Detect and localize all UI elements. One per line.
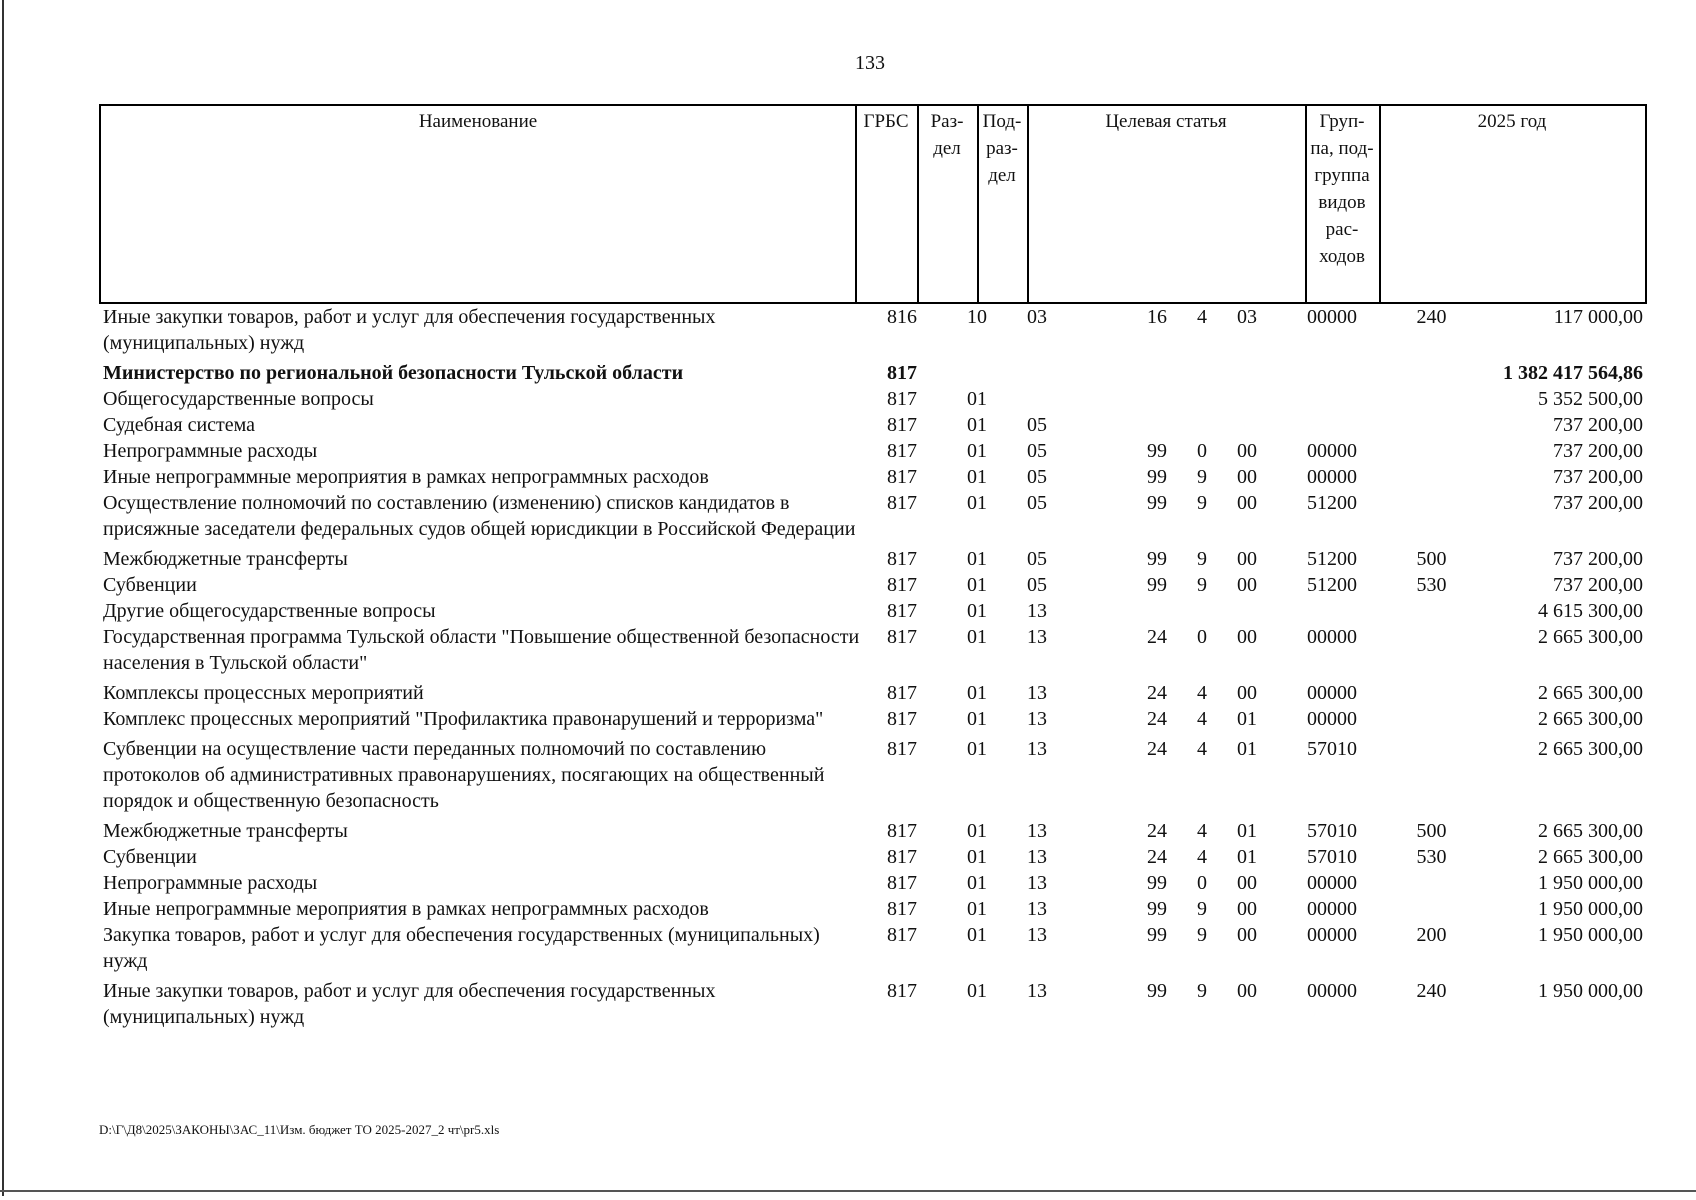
row-sum: 2 665 300,00 [1538, 682, 1643, 704]
table-row [99, 598, 1647, 624]
row-podrazdel: 13 [1027, 872, 1047, 894]
row-cs4: 51200 [1307, 574, 1357, 596]
row-cs4: 00000 [1307, 872, 1357, 894]
row-sum: 5 352 500,00 [1538, 388, 1643, 410]
row-podrazdel: 05 [1027, 548, 1047, 570]
row-name: Министерство по региональной безопасности Тульской области [103, 362, 684, 384]
row-cs1: 24 [1147, 682, 1167, 704]
row-cs3: 00 [1237, 924, 1257, 946]
row-cs2: 9 [1197, 548, 1207, 570]
row-cs3: 00 [1237, 548, 1257, 570]
row-podrazdel: 13 [1027, 924, 1047, 946]
row-grbs: 817 [887, 898, 917, 920]
row-name: Другие общегосударственные вопросы [103, 600, 436, 622]
row-name: Субвенции [103, 574, 197, 596]
row-sum: 1 950 000,00 [1538, 980, 1643, 1002]
row-grbs: 817 [887, 738, 917, 760]
row-cs4: 00000 [1307, 708, 1357, 730]
row-razdel: 01 [967, 872, 987, 894]
row-cs4: 57010 [1307, 846, 1357, 868]
table-row [99, 624, 1647, 676]
row-cs1: 16 [1147, 306, 1167, 328]
row-cs3: 00 [1237, 574, 1257, 596]
row-cs3: 00 [1237, 492, 1257, 514]
row-cs4: 00000 [1307, 898, 1357, 920]
row-podrazdel: 13 [1027, 626, 1047, 648]
header-vr-line: ходов [1319, 246, 1365, 267]
row-cs1: 24 [1147, 846, 1167, 868]
table-row [99, 360, 1647, 386]
row-cs3: 00 [1237, 872, 1257, 894]
row-name: Осуществление полномочий по составлению (изменению) списков кандидатов в присяжные заседатели федеральных судов общей юрисдикции в Российской Федерации [103, 492, 856, 540]
row-cs4: 51200 [1307, 548, 1357, 570]
row-razdel: 01 [967, 414, 987, 436]
row-grbs: 817 [887, 682, 917, 704]
row-cs2: 0 [1197, 440, 1207, 462]
row-sum: 737 200,00 [1553, 440, 1643, 462]
table-row [99, 922, 1647, 974]
row-grbs: 817 [887, 388, 917, 410]
row-cs1: 24 [1147, 626, 1167, 648]
row-podrazdel: 05 [1027, 492, 1047, 514]
row-vr: 530 [1416, 574, 1447, 596]
row-name: Межбюджетные трансферты [103, 548, 348, 570]
row-razdel: 01 [967, 626, 987, 648]
scan-border-bottom [0, 1190, 1696, 1192]
row-cs2: 9 [1197, 574, 1207, 596]
row-cs2: 4 [1197, 738, 1207, 760]
row-cs3: 03 [1237, 306, 1257, 328]
table-row [99, 304, 1647, 356]
row-sum: 2 665 300,00 [1538, 708, 1643, 730]
table-row [99, 706, 1647, 732]
row-vr: 500 [1416, 548, 1447, 570]
table-row [99, 546, 1647, 572]
table-row [99, 736, 1647, 814]
row-sum: 2 665 300,00 [1538, 738, 1643, 760]
header-razdel-line: дел [933, 138, 961, 159]
row-cs1: 99 [1147, 548, 1167, 570]
header-vr-line: видов [1318, 192, 1366, 213]
row-cs1: 99 [1147, 466, 1167, 488]
table-row [99, 412, 1647, 438]
header-razdel [917, 108, 977, 162]
row-cs1: 99 [1147, 440, 1167, 462]
row-name: Комплекс процессных мероприятий "Профилактика правонарушений и терроризма" [103, 708, 824, 730]
row-sum: 2 665 300,00 [1538, 820, 1643, 842]
row-sum: 737 200,00 [1553, 574, 1643, 596]
row-cs1: 24 [1147, 708, 1167, 730]
row-sum: 2 665 300,00 [1538, 846, 1643, 868]
row-cs2: 4 [1197, 306, 1207, 328]
row-podrazdel: 13 [1027, 738, 1047, 760]
row-podrazdel: 05 [1027, 466, 1047, 488]
table-row [99, 386, 1647, 412]
row-grbs: 817 [887, 466, 917, 488]
header-podrazdel-line: раз- [986, 138, 1018, 159]
header-divider [855, 106, 857, 302]
row-cs3: 01 [1237, 738, 1257, 760]
row-razdel: 10 [967, 306, 987, 328]
row-sum: 737 200,00 [1553, 492, 1643, 514]
row-podrazdel: 05 [1027, 440, 1047, 462]
row-cs3: 01 [1237, 846, 1257, 868]
row-name: Непрограммные расходы [103, 440, 318, 462]
row-cs4: 00000 [1307, 306, 1357, 328]
row-cs3: 00 [1237, 466, 1257, 488]
row-cs4: 00000 [1307, 924, 1357, 946]
row-cs2: 0 [1197, 626, 1207, 648]
row-podrazdel: 13 [1027, 898, 1047, 920]
row-razdel: 01 [967, 440, 987, 462]
row-cs1: 99 [1147, 980, 1167, 1002]
row-cs2: 9 [1197, 924, 1207, 946]
row-podrazdel: 05 [1027, 574, 1047, 596]
row-cs2: 9 [1197, 980, 1207, 1002]
row-name: Закупка товаров, работ и услуг для обеспечения государственных (муниципальных) нужд [103, 924, 820, 972]
row-cs4: 57010 [1307, 820, 1357, 842]
table-row [99, 490, 1647, 542]
row-razdel: 01 [967, 548, 987, 570]
table-body [99, 304, 1647, 1030]
row-sum: 737 200,00 [1553, 414, 1643, 436]
row-grbs: 817 [887, 362, 917, 384]
row-cs3: 00 [1237, 898, 1257, 920]
row-razdel: 01 [967, 820, 987, 842]
table-header [99, 104, 1647, 304]
row-podrazdel: 13 [1027, 682, 1047, 704]
row-name: Непрограммные расходы [103, 872, 318, 894]
row-name: Субвенции на осуществление части переданных полномочий по составлению протоколов об административных правонарушениях, посягающих на общественный порядок и общественную безопасность [103, 738, 825, 812]
row-podrazdel: 13 [1027, 820, 1047, 842]
table-row [99, 844, 1647, 870]
row-grbs: 817 [887, 924, 917, 946]
row-cs4: 00000 [1307, 466, 1357, 488]
row-grbs: 817 [887, 574, 917, 596]
table-row [99, 978, 1647, 1030]
row-grbs: 817 [887, 980, 917, 1002]
row-grbs: 817 [887, 820, 917, 842]
row-grbs: 817 [887, 846, 917, 868]
row-cs3: 01 [1237, 708, 1257, 730]
row-cs2: 4 [1197, 820, 1207, 842]
row-sum: 4 615 300,00 [1538, 600, 1643, 622]
header-podrazdel-line: Под- [982, 111, 1022, 132]
row-grbs: 817 [887, 492, 917, 514]
row-name: Иные закупки товаров, работ и услуг для обеспечения государственных (муниципальных) нужд [103, 306, 716, 354]
row-vr: 240 [1416, 306, 1447, 328]
row-razdel: 01 [967, 738, 987, 760]
table-row [99, 896, 1647, 922]
row-name: Иные закупки товаров, работ и услуг для обеспечения государственных (муниципальных) нужд [103, 980, 716, 1028]
row-sum: 1 950 000,00 [1538, 898, 1643, 920]
table-row [99, 572, 1647, 598]
table-row [99, 438, 1647, 464]
row-vr: 500 [1416, 820, 1447, 842]
row-cs4: 51200 [1307, 492, 1357, 514]
row-razdel: 01 [967, 682, 987, 704]
row-sum: 737 200,00 [1553, 466, 1643, 488]
row-grbs: 817 [887, 440, 917, 462]
row-cs4: 00000 [1307, 440, 1357, 462]
row-sum: 117 000,00 [1553, 306, 1643, 328]
row-sum: 1 950 000,00 [1538, 924, 1643, 946]
row-name: Комплексы процессных мероприятий [103, 682, 424, 704]
header-vr-line: группа [1314, 165, 1370, 186]
row-podrazdel: 13 [1027, 708, 1047, 730]
row-razdel: 01 [967, 574, 987, 596]
row-cs1: 24 [1147, 738, 1167, 760]
row-vr: 530 [1416, 846, 1447, 868]
row-podrazdel: 05 [1027, 414, 1047, 436]
row-sum: 1 950 000,00 [1538, 872, 1643, 894]
row-cs1: 24 [1147, 820, 1167, 842]
header-vr-line: па, под- [1310, 138, 1374, 159]
row-grbs: 817 [887, 626, 917, 648]
row-sum: 737 200,00 [1553, 548, 1643, 570]
header-podrazdel-line: дел [988, 165, 1016, 186]
row-cs1: 99 [1147, 924, 1167, 946]
row-grbs: 817 [887, 600, 917, 622]
row-podrazdel: 13 [1027, 980, 1047, 1002]
row-cs1: 99 [1147, 492, 1167, 514]
row-grbs: 816 [887, 306, 917, 328]
header-podrazdel [977, 108, 1027, 189]
table-row [99, 870, 1647, 896]
row-cs4: 00000 [1307, 626, 1357, 648]
row-vr: 200 [1416, 924, 1447, 946]
row-podrazdel: 03 [1027, 306, 1047, 328]
row-cs2: 4 [1197, 708, 1207, 730]
row-razdel: 01 [967, 600, 987, 622]
row-cs1: 99 [1147, 872, 1167, 894]
header-vr-line: рас- [1325, 219, 1359, 240]
row-name: Межбюджетные трансферты [103, 820, 348, 842]
row-vr: 240 [1416, 980, 1447, 1002]
table-row [99, 680, 1647, 706]
row-cs2: 9 [1197, 466, 1207, 488]
header-divider [1379, 106, 1381, 302]
row-razdel: 01 [967, 846, 987, 868]
row-cs3: 00 [1237, 626, 1257, 648]
row-cs3: 00 [1237, 980, 1257, 1002]
header-year: 2025 год [1477, 111, 1547, 132]
row-cs3: 00 [1237, 440, 1257, 462]
row-name: Иные непрограммные мероприятия в рамках непрограммных расходов [103, 898, 709, 920]
row-sum: 1 382 417 564,86 [1503, 362, 1643, 384]
header-vr-line: Груп- [1319, 111, 1365, 132]
row-cs3: 00 [1237, 682, 1257, 704]
row-grbs: 817 [887, 872, 917, 894]
row-cs2: 0 [1197, 872, 1207, 894]
row-grbs: 817 [887, 708, 917, 730]
row-razdel: 01 [967, 466, 987, 488]
scan-border-left [2, 0, 4, 1196]
row-razdel: 01 [967, 388, 987, 410]
row-name: Государственная программа Тульской области "Повышение общественной безопасности населения в Тульской области" [103, 626, 860, 674]
row-cs1: 99 [1147, 898, 1167, 920]
row-grbs: 817 [887, 414, 917, 436]
row-cs2: 9 [1197, 492, 1207, 514]
row-razdel: 01 [967, 898, 987, 920]
header-razdel-line: Раз- [930, 111, 964, 132]
row-cs1: 99 [1147, 574, 1167, 596]
row-cs2: 4 [1197, 682, 1207, 704]
row-cs4: 57010 [1307, 738, 1357, 760]
row-sum: 2 665 300,00 [1538, 626, 1643, 648]
header-vr [1305, 108, 1379, 270]
footer-path: D:\Г\Д8\2025\ЗАКОНЫ\ЗАС_11\Изм. бюджет ТО 2025-2027_2 чт\pr5.xls [99, 1122, 500, 1137]
header-divider [1027, 106, 1029, 302]
header-target: Целевая статья [1105, 111, 1227, 132]
row-cs2: 9 [1197, 898, 1207, 920]
table-row [99, 464, 1647, 490]
header-name: Наименование [418, 111, 538, 132]
row-razdel: 01 [967, 980, 987, 1002]
row-podrazdel: 13 [1027, 600, 1047, 622]
table-row [99, 818, 1647, 844]
row-podrazdel: 13 [1027, 846, 1047, 868]
row-cs4: 00000 [1307, 980, 1357, 1002]
row-razdel: 01 [967, 924, 987, 946]
row-cs3: 01 [1237, 820, 1257, 842]
row-cs4: 00000 [1307, 682, 1357, 704]
row-name: Судебная система [103, 414, 256, 436]
row-cs2: 4 [1197, 846, 1207, 868]
row-name: Субвенции [103, 846, 197, 868]
row-grbs: 817 [887, 548, 917, 570]
row-name: Иные непрограммные мероприятия в рамках непрограммных расходов [103, 466, 709, 488]
row-name: Общегосударственные вопросы [103, 388, 374, 410]
row-razdel: 01 [967, 708, 987, 730]
header-grbs: ГРБС [863, 111, 909, 132]
row-razdel: 01 [967, 492, 987, 514]
page-number: 133 [855, 52, 885, 74]
